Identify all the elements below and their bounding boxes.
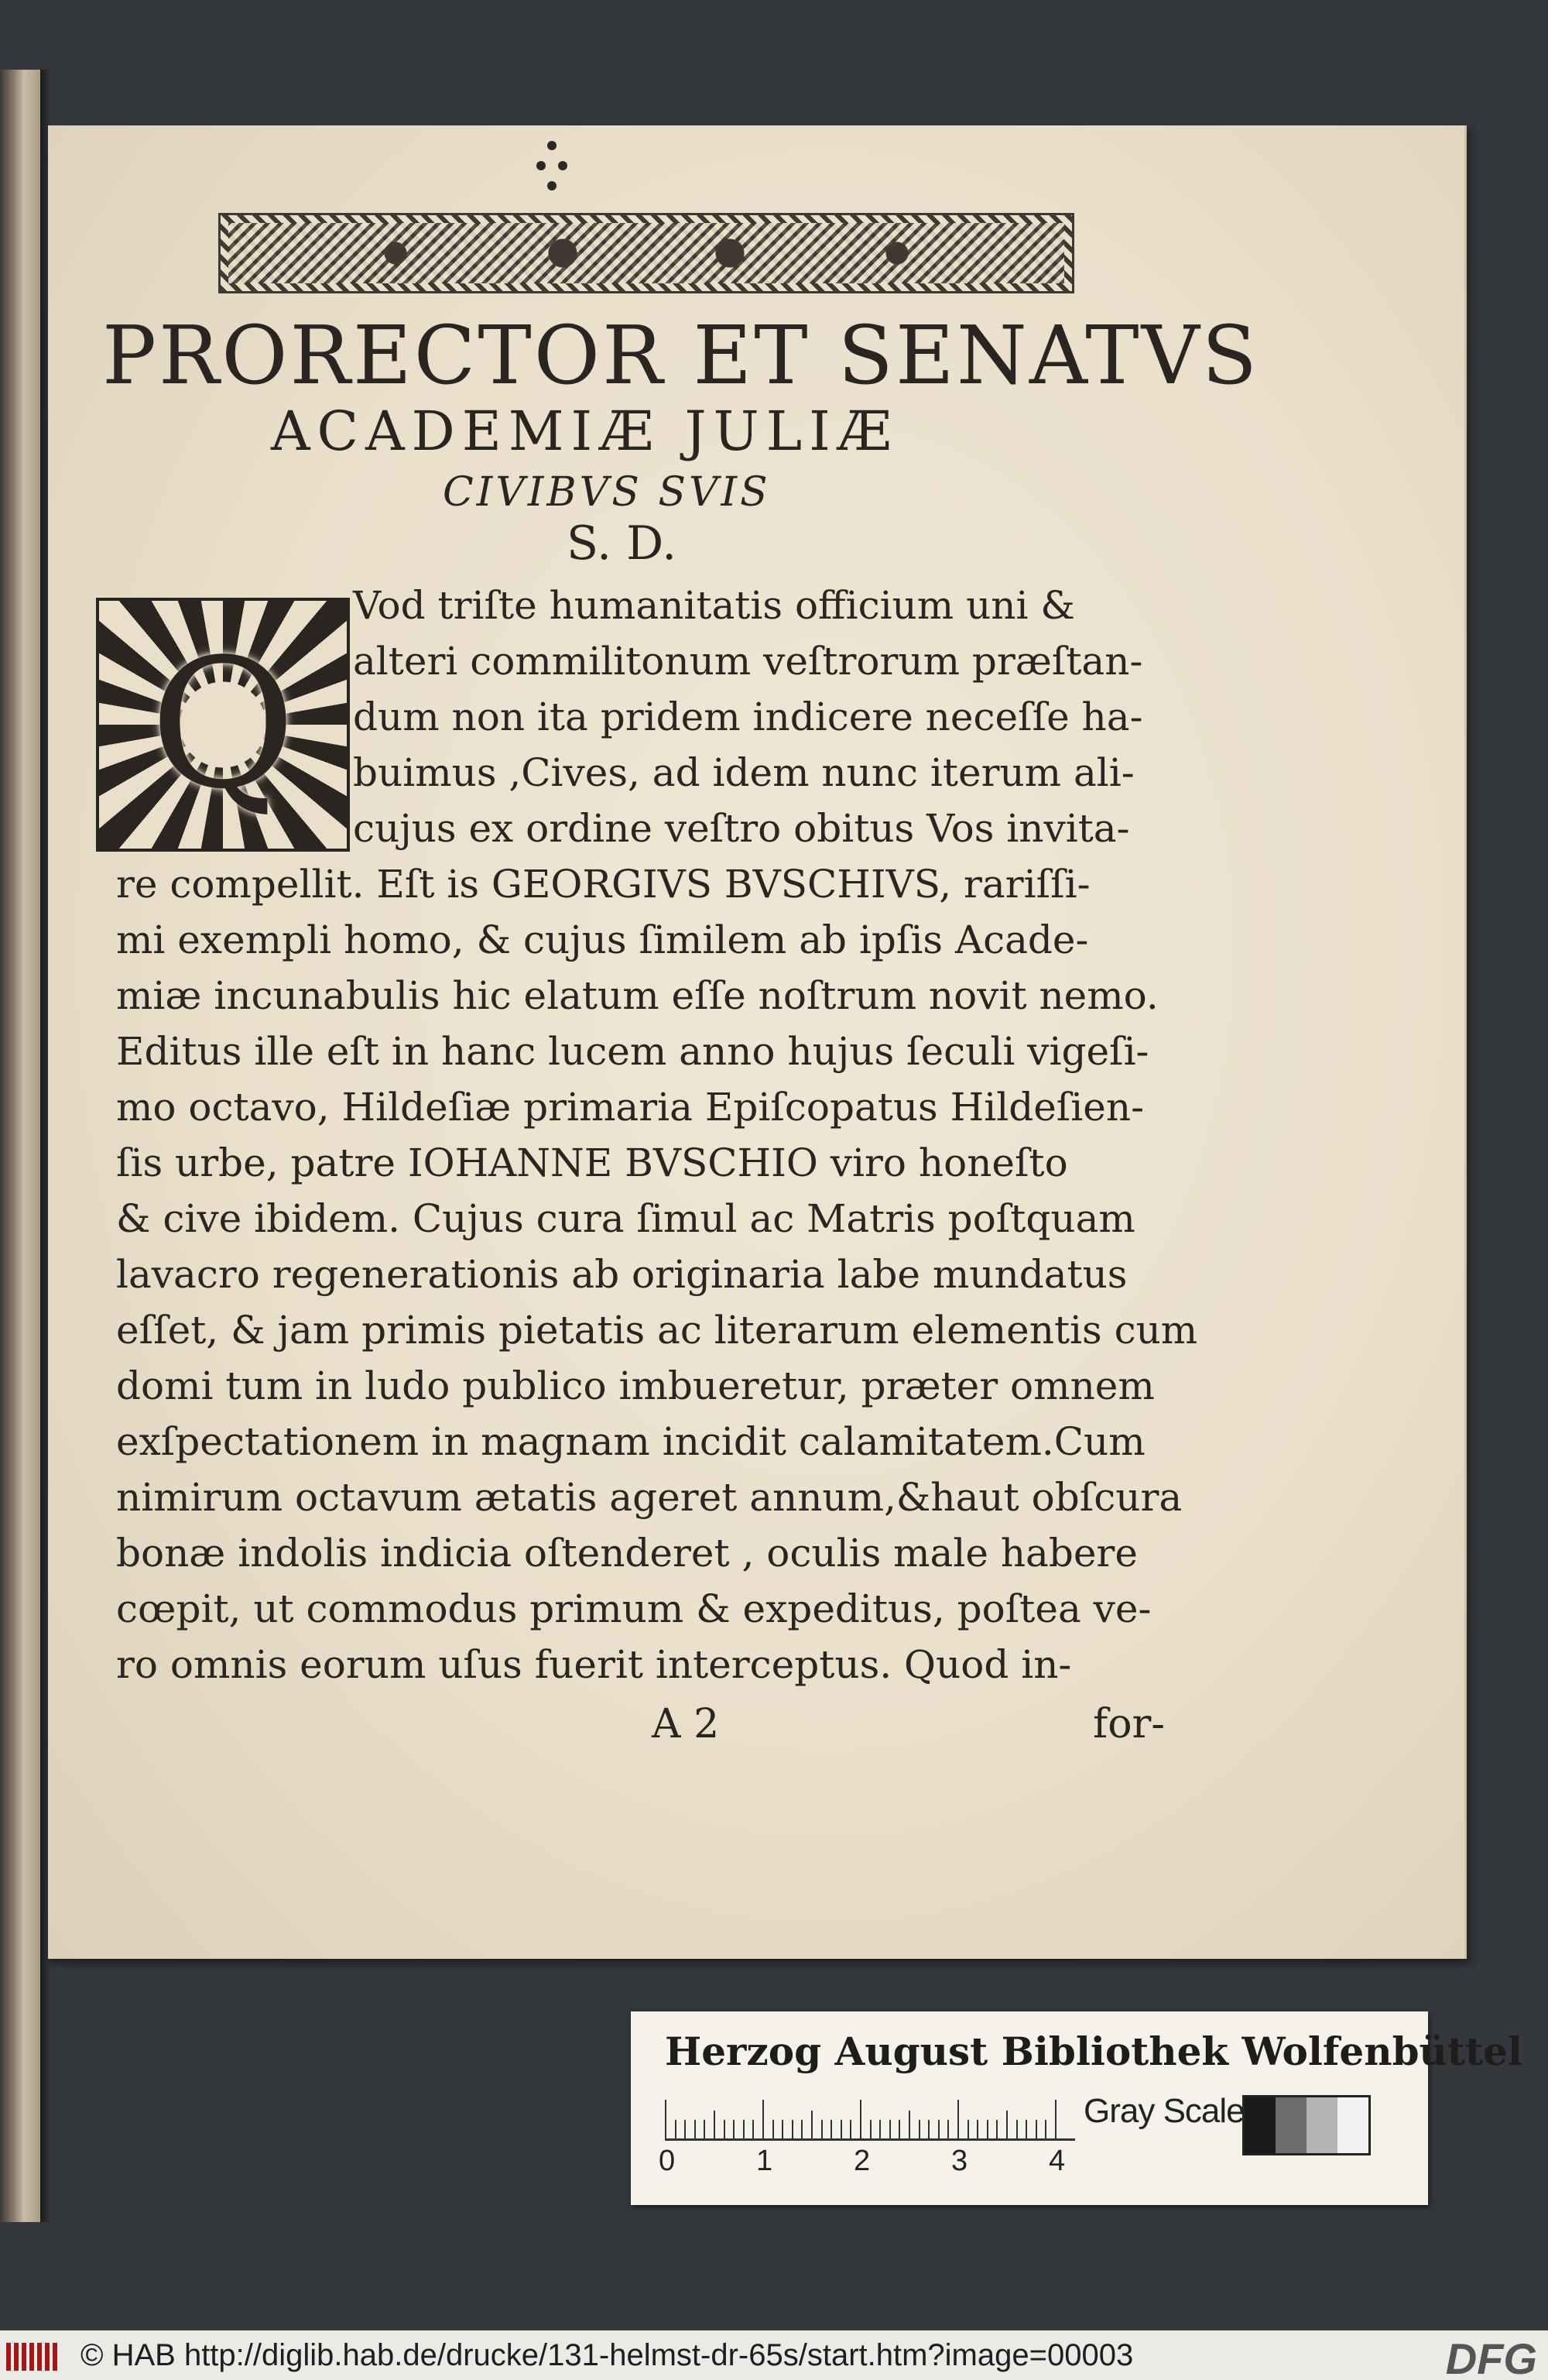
ruler-tick xyxy=(860,2100,861,2138)
ruler-tick xyxy=(947,2120,949,2138)
ruler-tick xyxy=(1016,2120,1018,2138)
decorative-headpiece xyxy=(218,213,1074,293)
ruler-tick xyxy=(821,2120,823,2138)
gray-swatch xyxy=(1245,2097,1276,2153)
ruler-tick xyxy=(752,2120,754,2138)
ruler-tick xyxy=(1036,2120,1037,2138)
body-line: mo octavo, Hildeſiæ primaria Epiſcopatus Hildeſien- xyxy=(116,1085,1144,1130)
hab-barcode-icon xyxy=(6,2340,68,2371)
scale-ruler xyxy=(659,2092,1098,2177)
ruler-tick xyxy=(665,2100,666,2138)
ruler-tick xyxy=(1006,2111,1008,2138)
ruler-tick xyxy=(909,2111,910,2138)
body-line: nimirum octavum ætatis ageret annum,&haut obſcura xyxy=(116,1475,1183,1520)
gray-scale-swatches xyxy=(1242,2095,1371,2155)
ruler-tick xyxy=(1045,2120,1046,2138)
body-line: exſpectationem in magnam incidit calamitatem.Cum xyxy=(116,1419,1146,1464)
ruler-number: 4 xyxy=(1049,2145,1066,2177)
book-edge xyxy=(0,70,40,2222)
body-line: alteri commilitonum veſtrorum præſtan- xyxy=(353,639,1143,684)
ruler-tick xyxy=(1055,2100,1057,2138)
ruler-tick xyxy=(1026,2120,1027,2138)
body-line: cœpit, ut commodus primum & expeditus, poſtea ve- xyxy=(116,1586,1152,1631)
ruler-tick xyxy=(762,2100,764,2138)
page-title: PRORECTOR ET SENATVS xyxy=(102,308,1259,403)
addressee: CIVIBVS SVIS xyxy=(443,469,771,516)
body-line: bonæ indolis indicia oſtenderet , oculis male habere xyxy=(116,1531,1138,1576)
footer-bar xyxy=(0,2330,1548,2380)
ruler-tick xyxy=(714,2111,715,2138)
ruler-tick xyxy=(831,2120,832,2138)
ruler-tick xyxy=(675,2120,676,2138)
body-line: mi exempli homo, & cujus ſimilem ab ipſis Acade- xyxy=(116,917,1089,962)
ruler-tick xyxy=(850,2120,851,2138)
gray-scale-label: Gray Scale xyxy=(1084,2092,1245,2130)
ruler-tick xyxy=(694,2120,696,2138)
ruler-number: 3 xyxy=(951,2145,968,2177)
body-line: Vod triſte humanitatis officium uni & xyxy=(353,583,1075,628)
ruler-tick xyxy=(792,2120,793,2138)
ruler-tick xyxy=(684,2120,686,2138)
body-line: miæ incunabulis hic elatum eſſe noſtrum novit nemo. xyxy=(116,973,1159,1018)
body-line: dum non ita pridem indicere neceſſe ha- xyxy=(353,694,1143,739)
library-label-card xyxy=(631,2011,1522,2205)
ruler-tick xyxy=(889,2120,891,2138)
body-line: re compellit. Eſt is GEORGIVS BVSCHIVS, rariſſi- xyxy=(116,862,1091,907)
ruler-tick xyxy=(928,2120,930,2138)
document-page xyxy=(48,125,1467,1959)
library-name: Herzog August Bibliothek Wolfenbüttel xyxy=(665,2028,1522,2074)
body-line: lavacro regenerationis ab originaria labe mundatus xyxy=(116,1252,1128,1297)
ruler-tick xyxy=(870,2120,872,2138)
ruler-tick xyxy=(879,2120,881,2138)
body-line: buimus ,Cives, ad idem nunc iterum ali- xyxy=(353,750,1135,795)
ruler-tick xyxy=(704,2120,705,2138)
ruler-number: 1 xyxy=(756,2145,773,2177)
page-signature: A 2 xyxy=(652,1701,720,1747)
dfg-logo: DFG xyxy=(1445,2334,1537,2380)
footer-url[interactable]: © HAB http://diglib.hab.de/drucke/131-helmst-dr-65s/start.htm?image=00003 xyxy=(80,2337,1134,2372)
ruler-tick xyxy=(899,2120,900,2138)
decorated-initial xyxy=(96,598,350,852)
body-line: Editus ille eſt in hanc lucem anno hujus ſeculi vigeſi- xyxy=(116,1029,1149,1074)
ruler-tick xyxy=(957,2100,959,2138)
body-line: ſis urbe, patre IOHANNE BVSCHIO viro honeſto xyxy=(116,1140,1068,1185)
ruler-tick xyxy=(801,2120,803,2138)
ornament-dots xyxy=(532,141,578,195)
ruler-tick xyxy=(977,2120,978,2138)
ruler-number: 2 xyxy=(854,2145,871,2177)
ruler-tick xyxy=(724,2120,725,2138)
ruler-tick xyxy=(743,2120,745,2138)
ruler-tick xyxy=(772,2120,774,2138)
ruler-tick xyxy=(782,2120,783,2138)
gray-swatch xyxy=(1276,2097,1307,2153)
catchword: for- xyxy=(1093,1701,1165,1747)
ruler-tick xyxy=(938,2120,940,2138)
body-line: ro omnis eorum uſus fuerit interceptus. Quod in- xyxy=(116,1642,1072,1687)
ruler-tick xyxy=(968,2120,969,2138)
body-line: domi tum in ludo publico imbueretur, præter omnem xyxy=(116,1363,1155,1408)
ruler-tick xyxy=(733,2120,735,2138)
ruler-tick xyxy=(841,2120,842,2138)
gray-swatch xyxy=(1307,2097,1337,2153)
body-line: cujus ex ordine veſtro obitus Vos invita- xyxy=(353,806,1130,851)
ruler-tick xyxy=(919,2120,920,2138)
body-line: eſſet, & jam primis pietatis ac literarum elementis cum xyxy=(116,1308,1198,1353)
ruler-tick xyxy=(996,2120,998,2138)
page-subtitle: ACADEMIÆ JULIÆ xyxy=(271,400,899,463)
initial-letter: Q xyxy=(149,621,296,828)
gray-swatch xyxy=(1337,2097,1368,2153)
ruler-tick xyxy=(987,2120,988,2138)
ruler-number: 0 xyxy=(659,2145,676,2177)
body-line: & cive ibidem. Cujus cura ſimul ac Matris poſtquam xyxy=(116,1196,1135,1241)
ruler-tick xyxy=(811,2111,813,2138)
salutation: S. D. xyxy=(567,516,677,571)
